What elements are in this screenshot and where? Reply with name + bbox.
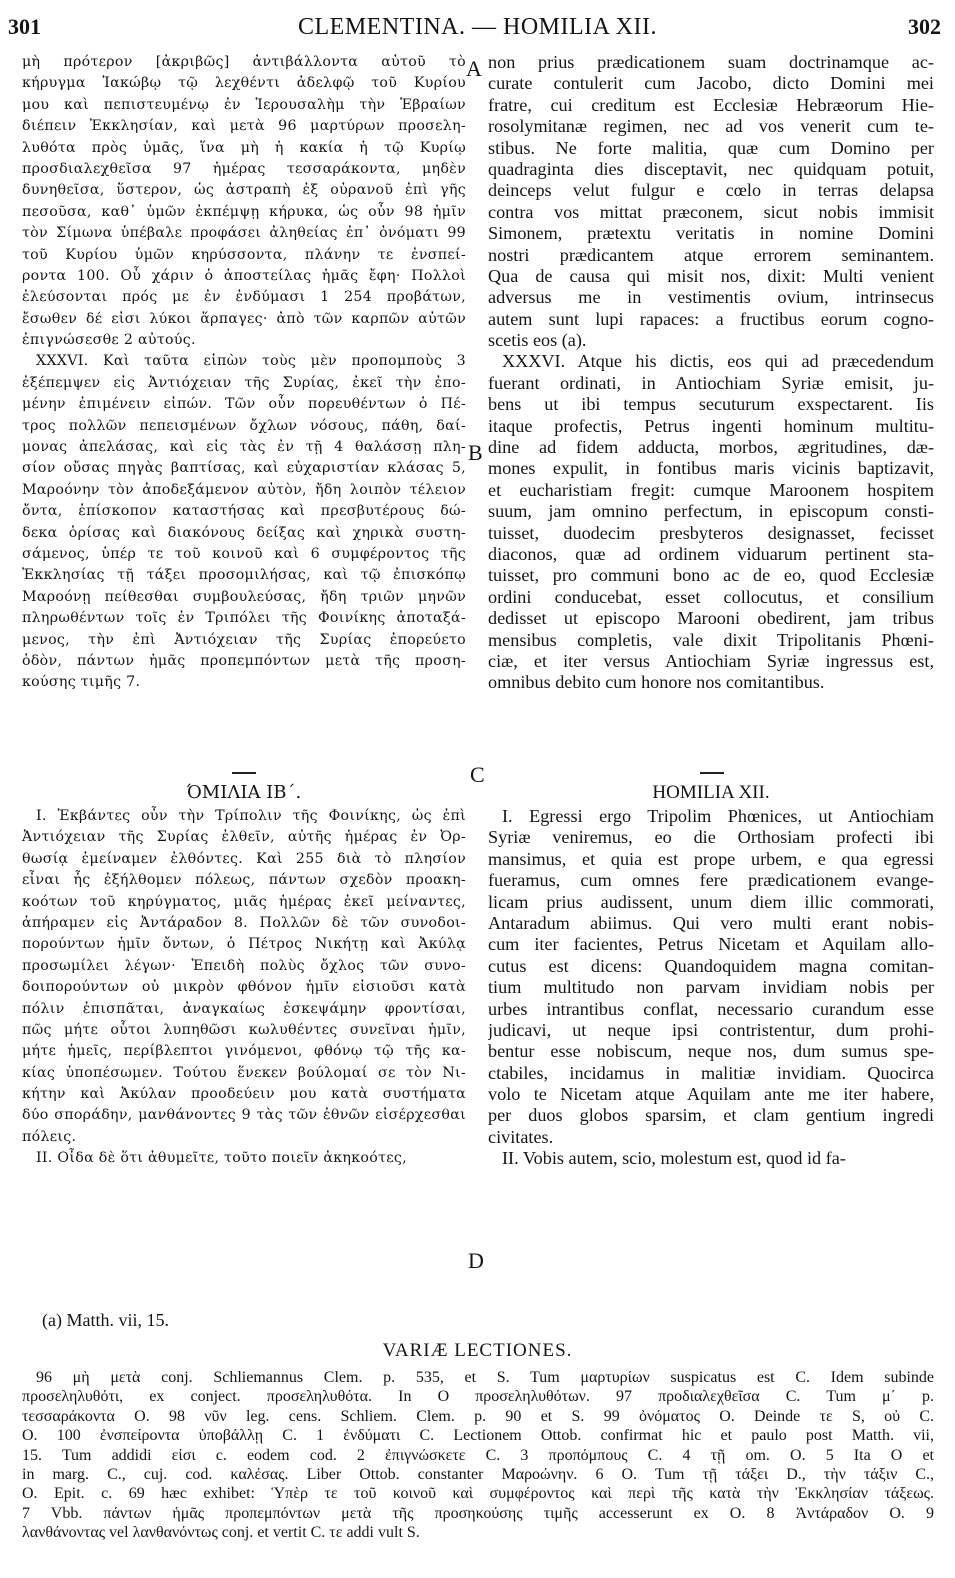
text-line: Antaradum abiimus. Qui vero multi erant nobis- (488, 912, 934, 933)
text-line: Μαροόνῃ πείθεσθαι συμβουλεύσας, ἤδη τριῶν μηνῶν (22, 588, 466, 605)
text-line: ἔσωθεν δέ εἰσι λύκοι ἅρπαγες· ἀπὸ τῶν καρπῶν αὐτῶν (22, 310, 466, 327)
text-line: ὄντα, ἐπίσκοπον καταστήσας καὶ πρεσβυτέρους δώ- (22, 503, 466, 520)
margin-marker-a: A (466, 56, 482, 81)
text-line: O. Epit. c. 69 hæc exhibet: Ὑπὲρ τε τοῦ κοινοῦ καὶ συμφέροντος καὶ περὶ τῆς κατὰ τὴν Ἐκκλησίαν τάξεως. (22, 1485, 934, 1503)
text-line: δοιπορούντων οὐ μικρὸν φθόνον ἡμῖν εἰσιοῦσι κατὰ (22, 979, 466, 996)
page-number-left: 301 (8, 14, 41, 39)
text-line: ordini conducebat, esset collocutus, et consilium (488, 586, 934, 607)
text-line: τὸν Σίμωνα ὑπέβαλε προφάσει ἀληθείας ἐπ᾽ ὀνόματι 99 (22, 225, 466, 242)
latin-homily-heading: HOMILIA XII. (652, 782, 770, 803)
text-line: dine ad fidem adducta, morbos, ægritudines, dæ- (488, 437, 934, 458)
text-line: Ἀντιόχειαν τῆς Συρίας ἐλθεῖν, αὐτῆς ἡμέρας ἐν Ὀρ- (22, 829, 466, 846)
text-line: adversus me in vestimentis ovium, intrinsecus (488, 287, 934, 308)
text-line: mensibus completis, vale dixit Tripolitanis Phœni- (488, 629, 934, 650)
text-line: volo te Nicetam atque Aquilam ante me iter habere, (488, 1084, 934, 1105)
greek-homily-heading: ΌΜΙΛΙΑ ΙΒ΄. (186, 782, 302, 803)
text-line: Qua de causa qui misit nos, dixit: Multi venient (488, 265, 934, 286)
text-line: I. Egressi ergo Tripolim Phœnices, ut Antiochiam (502, 806, 934, 826)
text-line: deinceps velut fulgur e cœlo in terras delapsa (488, 180, 934, 201)
page-number-right: 302 (908, 14, 941, 39)
greek-column-bottom (22, 806, 466, 1170)
text-line: μενος, τὴν ἐπὶ Ἀντιόχειαν τῆς Συρίας ἐπορεύετο (22, 631, 466, 648)
text-line: 15. Tum addidi εἰσι c. eodem cod. 2 ἐπιγνώσκετε C. 3 προπόμπους C. 4 τῇ om. O. 5 Ita O et (22, 1446, 934, 1464)
text-line: suum, jam omnino perfectum, in episcopum consti- (488, 501, 934, 522)
text-line: δεκα ὁρίσας καὶ διακόνους δείξας καὶ χηρικὰ συστη- (22, 524, 466, 541)
text-line: λυθότα πρὸς ὑμᾶς, ἵνα μὴ ἡ κακία ἡ τῷ Κυρίῳ (22, 139, 466, 156)
text-line: πόλιν ἐπισπᾶται, ἀναγκαίως ἐσκεψάμην φροντίσαι, (22, 1000, 466, 1017)
text-line: 7 Vbb. πάντων ἡμᾶς προπεμπόντων μετὰ τῆς προσηκούσης τιμῆς accesserunt ex O. 8 Ἀντάραδον O. 9 (22, 1504, 934, 1522)
text-line: I. Ἐκβάντες οὖν τὴν Τρίπολιν τῆς Φοινίκης, ὡς ἐπὶ (36, 808, 466, 824)
running-title: CLEMENTINA. — HOMILIA XII. (298, 14, 657, 40)
text-line: fratre, cui creditum est Ecclesiæ Hebræorum Hie- (488, 94, 934, 115)
text-line: Simonem, prætextu veritatis in nomine Domini (488, 223, 934, 244)
text-line: κούσης τιμῆς 7. (22, 674, 141, 691)
text-line: προσωμίλει λέγων· Ἐπειδὴ πολὺς ὄχλος τῶν συνο- (22, 957, 466, 974)
text-line: et eucharistiam fregit: cumque Maroonem hospitem (488, 479, 934, 500)
text-line: τοῦ Κυρίου ὑμῶν κηρύσσοντα, πλάνην τε ἐνσπεί- (22, 246, 466, 263)
text-line: Μαροόνην τὸν ἀποδεξάμενον αὐτὸν, ἤδη λοιπὸν τέλειον (22, 481, 466, 498)
text-line: ἐλεύσονται πρός με ἐν ἐνδύμασι 1 254 προβάτων, (22, 289, 466, 306)
text-line: 96 μὴ μετὰ conj. Schliemannus Clem. p. 535, et S. Tum μαρτυρίων suspicatus est C. Idem subinde (36, 1369, 934, 1386)
text-line: itaque profectis, Petrus ingenti hominum multitu- (488, 415, 934, 436)
text-line: προσδιαλεχθεῖσα 97 ἡμέρας τεσσαράκοντα, μηδὲν (22, 160, 466, 177)
text-line: contra vos mittat præconem, sicut nobis immisit (488, 201, 934, 222)
text-line: κήτην καὶ Ἀκύλαν προοδεύειν μου κατὰ συστήματα (22, 1086, 466, 1103)
text-line: πεσοῦσα, καθ᾽ ὑμῶν ἐκπέμψῃ κήρυκα, ὡς οὖν 98 ἡμῖν (22, 203, 466, 220)
text-line: μονας ἀπελάσας, καὶ εἰς τὰς ἐν τῇ 4 θαλάσσῃ πλη- (22, 439, 466, 456)
text-line: ciæ, et iter versus Antiochiam Syriæ ingressus est, (488, 650, 934, 671)
text-line: judicavi, ut neque ipsi contristentur, dum prohi- (488, 1019, 934, 1040)
text-line: μὴ πρότερον [ἀκριβῶς] ἀντιβάλλοντα αὐτοῦ τὸ (22, 54, 466, 70)
text-line: dedisset ut episcopo Marooni obedirent, jam tribus (488, 608, 934, 629)
text-line: πορούντων ἡμῖν ὄντων, ὁ Πέτρος Νικήτῃ καὶ Ἀκύλᾳ (22, 936, 466, 953)
text-line: κήρυγμα Ἰακώβῳ τῷ λεχθέντι ἀδελφῷ τοῦ Κυρίου (22, 75, 466, 92)
text-line: mones expulit, in fontibus maris vicinis baptizavit, (488, 458, 934, 479)
text-line: ὁδὸν, πάντων ἡμᾶς προπεμπόντων μετὰ τῆς προση- (22, 652, 466, 669)
text-line: σίον οὔσας πηγὰς βαπτίσας, καὶ εὐχαριστίαν κλάσας 5, (22, 460, 466, 477)
text-line: in marg. C., cuj. cod. καλέσας. Liber Ottob. constanter Μαροώνην. 6 O. Tum τῇ τάξει D., τὴν τάξιν C., (22, 1465, 934, 1483)
text-line: κοότων τοῦ κηρύγματος, μιᾶς ἡμέρας ἐκεῖ μείναντες, (22, 893, 466, 910)
text-line: II. Vobis autem, scio, molestum est, quod id fa- (502, 1148, 846, 1169)
text-line: mansimus, et quia est prope urbem, e qua egressi (488, 848, 934, 869)
text-line: XXXVI. Καὶ ταῦτα εἰπὼν τοὺς μὲν προπομποὺς 3 (36, 353, 466, 370)
text-line: XXXVI. Atque his dictis, eos qui ad præcedendum (502, 351, 934, 372)
text-line: fueramus, cum omnes fere prædicationem evange- (488, 870, 934, 891)
text-line: πόλεις. (22, 1128, 77, 1145)
text-line: ροντα 100. Οὗ χάριν ὁ ἀποστείλας ἡμᾶς ἔφη· Πολλοὶ (22, 267, 466, 284)
section-rule-greek (232, 772, 256, 774)
text-line: autem sunt lupi rapaces: a fructibus eorum cogno- (488, 308, 934, 329)
text-line: bentur esse nobiscum, neque nos, dum sumus spe- (488, 1041, 934, 1062)
margin-marker-d: D (468, 1248, 484, 1273)
text-line: δύο σποράδην, μανθάνοντες 9 τὰς τῶν ἐθνῶν εἰσέρχεσθαι (22, 1107, 466, 1124)
text-line: licam prius audissent, unum diem illic commorati, (488, 891, 934, 912)
text-line: fuerant ordinati, in Antiochiam Syriæ emisit, ju- (488, 372, 934, 393)
text-line: tuisset, pro communi bono ac de eo, quod Ecclesiæ (488, 565, 934, 586)
text-line: τεσσαράκοντα O. 98 νῦν leg. cens. Schliem. Clem. p. 90 et S. 99 ὀνόματος O. Deinde τε S, οὐ C. (22, 1407, 934, 1425)
latin-column-bottom (488, 806, 934, 1170)
text-line: cutus est dicens: Quandoquidem magna comitan- (488, 955, 934, 976)
margin-marker-c: C (470, 762, 485, 787)
text-line: εἶναι ἧς ἐξήλθομεν πόλεως, πάντων σχεδὸν προακη- (22, 872, 466, 889)
text-line: ctabiles, incidamus in malitiæ invidiam. Quocirca (488, 1062, 934, 1083)
text-line: omnibus debito cum honore nos comitantibus. (488, 672, 825, 693)
text-line: urbes intrantibus conflat, necessario curandum esse (488, 998, 934, 1019)
text-line: rosolymitanæ regimen, nec ad vos venerit cum te- (488, 116, 934, 137)
variae-lectiones-heading: VARIÆ LECTIONES. (382, 1340, 573, 1361)
text-line: πῶς μήτε οὗτοι λυπηθῶσι κωλυθέντες συνεῖναι ἡμῖν, (22, 1021, 466, 1038)
text-line: Ἐκκλησίας τῇ τάξει προσομιλήσας, καὶ τῷ ἐπισκόπῳ (22, 567, 466, 584)
text-line: μένην ἐπιμένειν εἰπών. Τῶν οὖν πορευθέντων ὁ Πέ- (22, 396, 466, 413)
page-header (0, 0, 955, 46)
text-line: μήτε ἡμεῖς, περίβλεπτοι γινόμενοι, φθόνῳ τῷ τῆς κα- (22, 1043, 466, 1060)
text-line: διέπειν Ἐκκλησίαν, καὶ μετὰ 96 μαρτύρων προσελη- (22, 118, 466, 135)
latin-column-top (488, 52, 934, 694)
text-line: civitates. (488, 1126, 554, 1147)
text-line: O. 100 ἐνσπείροντα ὑποβάλλῃ C. 1 ἐνδύματι C. Lectionem Ottob. confirmat hic et paulo post Matth. vii, (22, 1427, 934, 1445)
text-line: nostri prædicantem atque errorem seminantem. (488, 244, 934, 265)
text-line: tium multitudo non parvam invidiam nobis per (488, 977, 934, 998)
text-line: σάμενος, ὑπέρ τε τοῦ κοινοῦ καὶ 6 συμφέροντος τῆς (22, 545, 466, 562)
text-line: κίας ὑποπέσωμεν. Τούτου ἕνεκεν βούλομαί σε τὸν Νι- (22, 1064, 466, 1081)
text-line: Syriæ veniremus, eo die Orthosiam profecti ibi (488, 827, 934, 848)
text-line: quadraginta dies disceptavit, nec quidquam potuit, (488, 158, 934, 179)
text-line: πληρωθέντων τοῖς ἐν Τριπόλει τῆς Φοινίκης ἀποταξά- (22, 610, 466, 627)
text-line: θωσίᾳ ἐμείναμεν ἐλθόντες. Καὶ 255 διὰ τὸ πλησίον (22, 850, 466, 867)
text-line: non prius prædicationem suam doctrinamque ac- (488, 52, 934, 72)
text-line: stibus. Ne forte malitia, quæ cum Domino per (488, 137, 934, 158)
text-line: προσεληλυθότι, ex conject. προσεληλυθότα. In O προσεληλυθότων. 97 προδιαλεχθεῖσα C. Tum μ΄ p. (22, 1388, 934, 1406)
text-line: cum iter facientes, Petrus Nicetam et Aquilam allo- (488, 934, 934, 955)
text-line: curate contulerit cum Jacobo, dicto Domini mei (488, 73, 934, 94)
variae-lectiones (22, 1368, 934, 1543)
text-line: λανθάνοντας vel λανθανόντως conj. et vertit C. τε addi vult S. (22, 1524, 420, 1542)
text-line: per duos globos sparsim, et clam gentium ingredi (488, 1105, 934, 1126)
text-line: ἐπιγνώσεσθε 2 αὐτούς. (22, 332, 196, 349)
text-line: τρος πολλῶν πεπεισμένων ὄχλων νόσους, πάθη, δαί- (22, 417, 466, 434)
section-rule-latin (700, 772, 724, 774)
text-line: bens ut ibi tempus secuturum exspectarent. Iis (488, 394, 934, 415)
text-line: μου καὶ πεπιστευμένῳ ἐν Ἱερουσαλὴμ τὴν Ἑβραίων (22, 96, 466, 113)
greek-column-top (22, 52, 466, 694)
footnote-a: (a) Matth. vii, 15. (42, 1310, 169, 1330)
text-line: II. Οἶδα δὲ ὅτι ἀθυμεῖτε, τοῦτο ποιεῖν ἀκηκοότες, (36, 1150, 407, 1167)
text-line: δυνηθεῖσα, ὕστερον, ὡς ἀστραπὴ ἐξ οὐρανοῦ ἐπὶ γῆς (22, 182, 466, 199)
text-line: diaconos, quæ ad ordinem viduarum pertinent sta- (488, 543, 934, 564)
margin-marker-b: B (468, 440, 483, 465)
text-line: ἀπήραμεν εἰς Ἀντάραδον 8. Πολλῶν δὲ τῶν συνοδοι- (22, 914, 466, 931)
text-line: ἐξέπεμψεν εἰς Ἀντιόχειαν τῆς Συρίας, ἐκεῖ τὴν ἐπο- (22, 374, 466, 391)
text-line: scetis eos (a). (488, 330, 587, 351)
text-line: tuisset, duodecim presbyteros designasset, fecisset (488, 522, 934, 543)
